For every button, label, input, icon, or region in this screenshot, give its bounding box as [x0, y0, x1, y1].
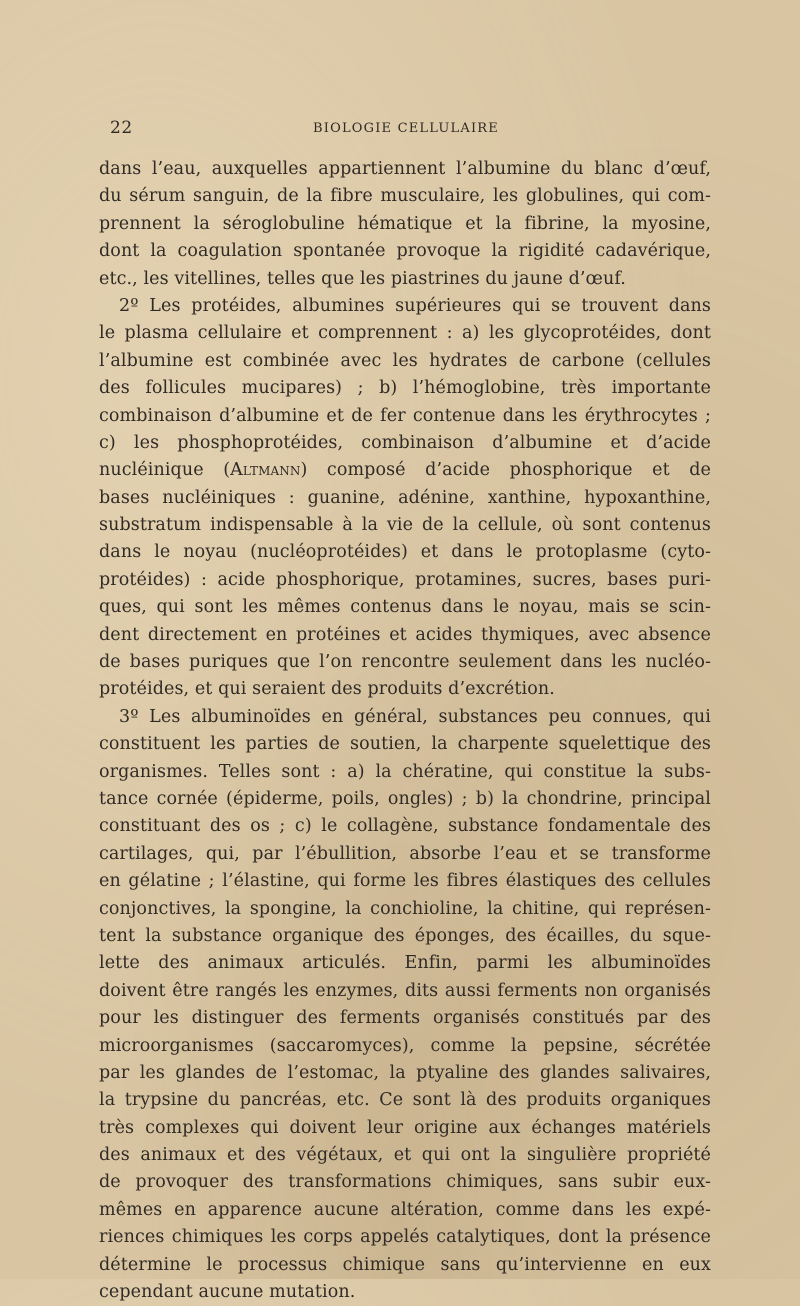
text-line: prennent la séroglobuline hématique et la fibrine, la myosine,: [99, 213, 711, 234]
text-line: substratum indispensable à la vie de la cellule, où sont contenus: [99, 515, 711, 536]
text-line: l’albumine est combinée avec les hydrates de carbone (cellules: [99, 350, 711, 371]
page-number: 22: [110, 118, 133, 138]
text-line: constituant des os ; c) le collagène, substance fondamentale des: [99, 816, 711, 837]
text-line: tent la substance organique des éponges, des écailles, du sque-: [99, 925, 711, 946]
text-line: des follicules mucipares) ; b) l’hémoglobine, très importante: [99, 378, 711, 399]
text-line: protéides) : acide phosphorique, protamines, sucres, bases puri-: [99, 569, 711, 590]
text-line: pour les distinguer des ferments organisés constitués par des: [99, 1008, 711, 1029]
text-line: bases nucléiniques : guanine, adénine, xanthine, hypoxanthine,: [99, 487, 711, 508]
text-line: ques, qui sont les mêmes contenus dans le noyau, mais se scin-: [99, 597, 711, 618]
text-line: de bases puriques que l’on rencontre seulement dans les nucléo-: [99, 652, 711, 673]
text-line: organismes. Telles sont : a) la chératine, qui constitue la subs-: [99, 761, 711, 782]
text-line: c) les phosphoprotéides, combinaison d’albumine et d’acide: [99, 432, 711, 453]
text-line: très complexes qui doivent leur origine aux échanges matériels: [99, 1117, 711, 1138]
text-line: la trypsine du pancréas, etc. Ce sont là des produits organiques: [99, 1090, 711, 1111]
text-line: 2º Les protéides, albumines supérieures qui se trouvent dans: [119, 295, 711, 316]
text-line: riences chimiques les corps appelés catalytiques, dont la présence: [99, 1227, 711, 1248]
text-line: protéides, et qui seraient des produits d’excrétion.: [99, 679, 555, 700]
text-line: cartilages, qui, par l’ébullition, absorbe l’eau et se transforme: [99, 843, 711, 864]
text-line: dent directement en protéines et acides thymiques, avec absence: [99, 624, 711, 645]
text-line: 3º Les albuminoïdes en général, substances peu connues, qui: [119, 706, 711, 727]
text-line: de provoquer des transformations chimiques, sans subir eux-: [99, 1172, 711, 1193]
text-line: doivent être rangés les enzymes, dits aussi ferments non organisés: [99, 980, 711, 1001]
text-line: microorganismes (saccaromyces), comme la pepsine, sécrétée: [99, 1035, 711, 1056]
body-text: [99, 156, 711, 1306]
text-line: dans l’eau, auxquelles appartiennent l’albumine du blanc d’œuf,: [99, 159, 711, 179]
text-line: du sérum sanguin, de la fibre musculaire, les globulines, qui com-: [99, 186, 711, 207]
text-line: nucléinique (Altmann) composé d’acide phosphorique et de: [99, 460, 711, 481]
text-line: dans le noyau (nucléoprotéides) et dans le protoplasme (cyto-: [99, 542, 711, 563]
text-line: etc., les vitellines, telles que les piastrines du jaune d’œuf.: [99, 268, 626, 289]
text-line: tance cornée (épiderme, poils, ongles) ; b) la chondrine, principal: [99, 788, 711, 809]
text-line: dont la coagulation spontanée provoque la rigidité cadavérique,: [99, 241, 711, 262]
author-name: Altmann: [230, 460, 301, 481]
text-line: combinaison d’albumine et de fer contenue dans les érythrocytes ;: [99, 405, 711, 426]
text-line: cependant aucune mutation.: [99, 1282, 356, 1303]
text-line: détermine le processus chimique sans qu’intervienne en eux: [99, 1254, 711, 1275]
text-line: lette des animaux articulés. Enfin, parmi les albuminoïdes: [99, 953, 711, 974]
running-title: BIOLOGIE CELLULAIRE: [313, 121, 499, 136]
text-line: en gélatine ; l’élastine, qui forme les fibres élastiques des cellules: [99, 871, 711, 892]
text-line: par les glandes de l’estomac, la ptyaline des glandes salivaires,: [99, 1062, 711, 1083]
text-line: le plasma cellulaire et comprennent : a) les glycoprotéides, dont: [99, 323, 711, 344]
text-line: des animaux et des végétaux, et qui ont la singulière propriété: [99, 1145, 711, 1166]
text-line: mêmes en apparence aucune altération, comme dans les expé-: [99, 1199, 711, 1220]
page-header: [110, 118, 710, 142]
text-line: constituent les parties de soutien, la charpente squelettique des: [99, 734, 711, 755]
text-line: conjonctives, la spongine, la conchioline, la chitine, qui représen-: [99, 898, 711, 919]
